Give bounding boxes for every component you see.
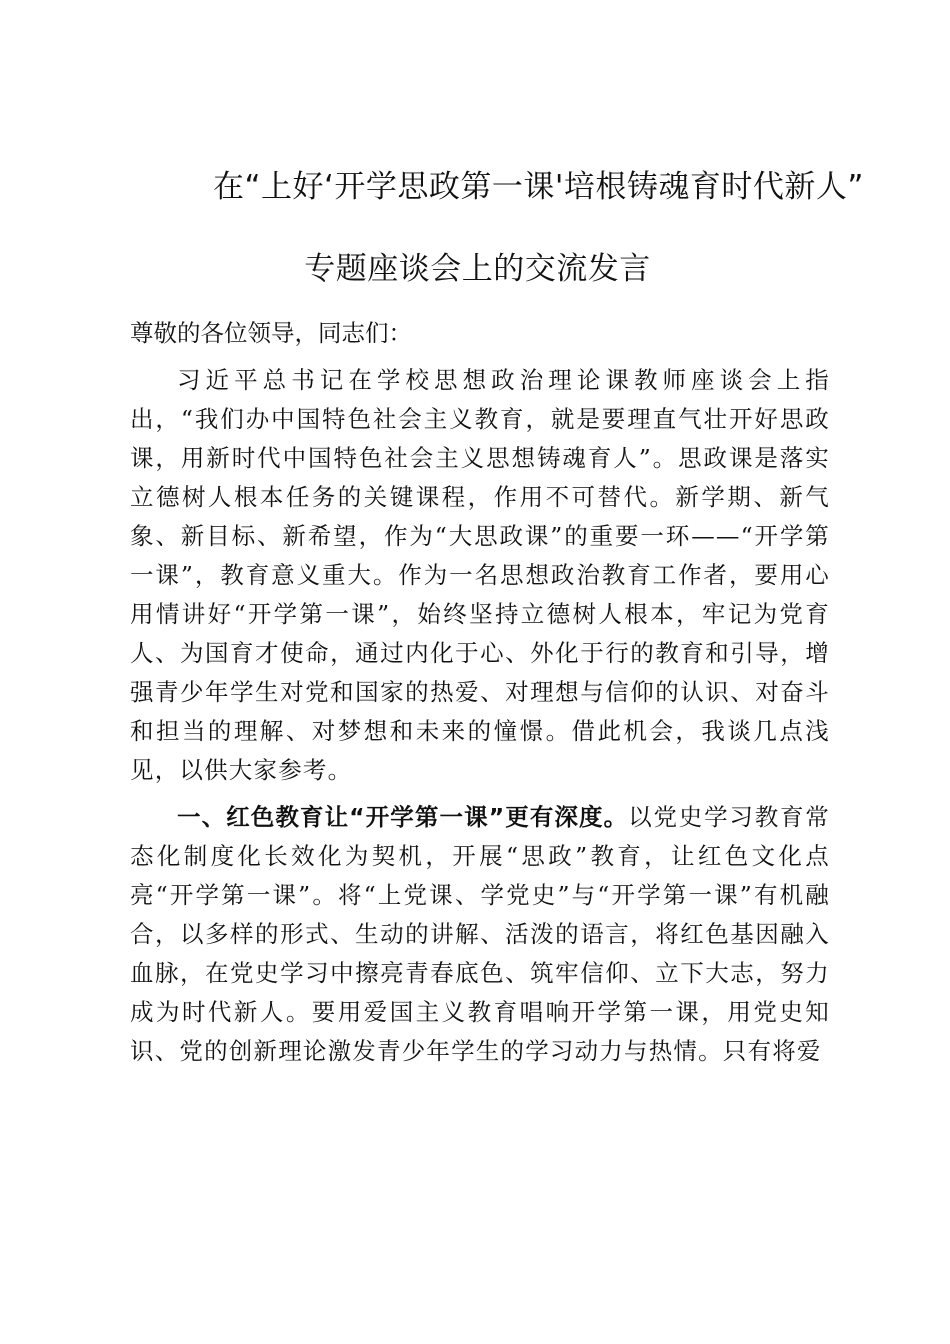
document-body <box>130 314 830 1079</box>
title-line-1: 在“上好‘开学思政第一课'培根铸魂育时代新人” <box>213 169 864 205</box>
section-1-text: 以党史学习教育常态化制度化长效化为契机，开展“思政”教育，让红色文化点亮“开学第一课”。将“上党课、学党史”与“开学第一课”有机融合，以多样的形式、生动的讲解、活泼的语言，将红色基因融入血脉，在党史学习中擦亮青春底色、筑牢信仰、立下大志，努力成为时代新人。要用爱国主义教育唱响开学第一课，用党史知识、党的创新理论激发青少年学生的学习动力与热情。只有将爱 <box>130 803 830 1065</box>
title-line-2: 专题座谈会上的交流发言 <box>304 251 651 287</box>
document-title <box>120 169 870 287</box>
salutation: 尊敬的各位领导，同志们： <box>130 319 412 347</box>
section-1 <box>130 798 830 1071</box>
paragraph-1: 习近平总书记在学校思想政治理论课教师座谈会上指出，“我们办中国特色社会主义教育，就是要理直气壮开好思政课，用新时代中国特色社会主义思想铸魂育人”。思政课是落实立德树人根本任务的关键课程，作用不可替代。新学期、新气象、新目标、新希望，作为“大思政课”的重要一环——“开学第一课”，教育意义重大。作为一名思想政治教育工作者，要用心用情讲好“开学第一课”，始终坚持立德树人根本，牢记为党育人、为国育才使命，通过内化于心、外化于行的教育和引导，增强青少年学生对党和国家的热爱、对理想与信仰的认识、对奋斗和担当的理解、对梦想和未来的憧憬。借此机会，我谈几点浅见，以供大家参考。 <box>130 366 830 784</box>
section-1-heading: 一、红色教育让“开学第一课”更有深度。 <box>177 803 629 831</box>
